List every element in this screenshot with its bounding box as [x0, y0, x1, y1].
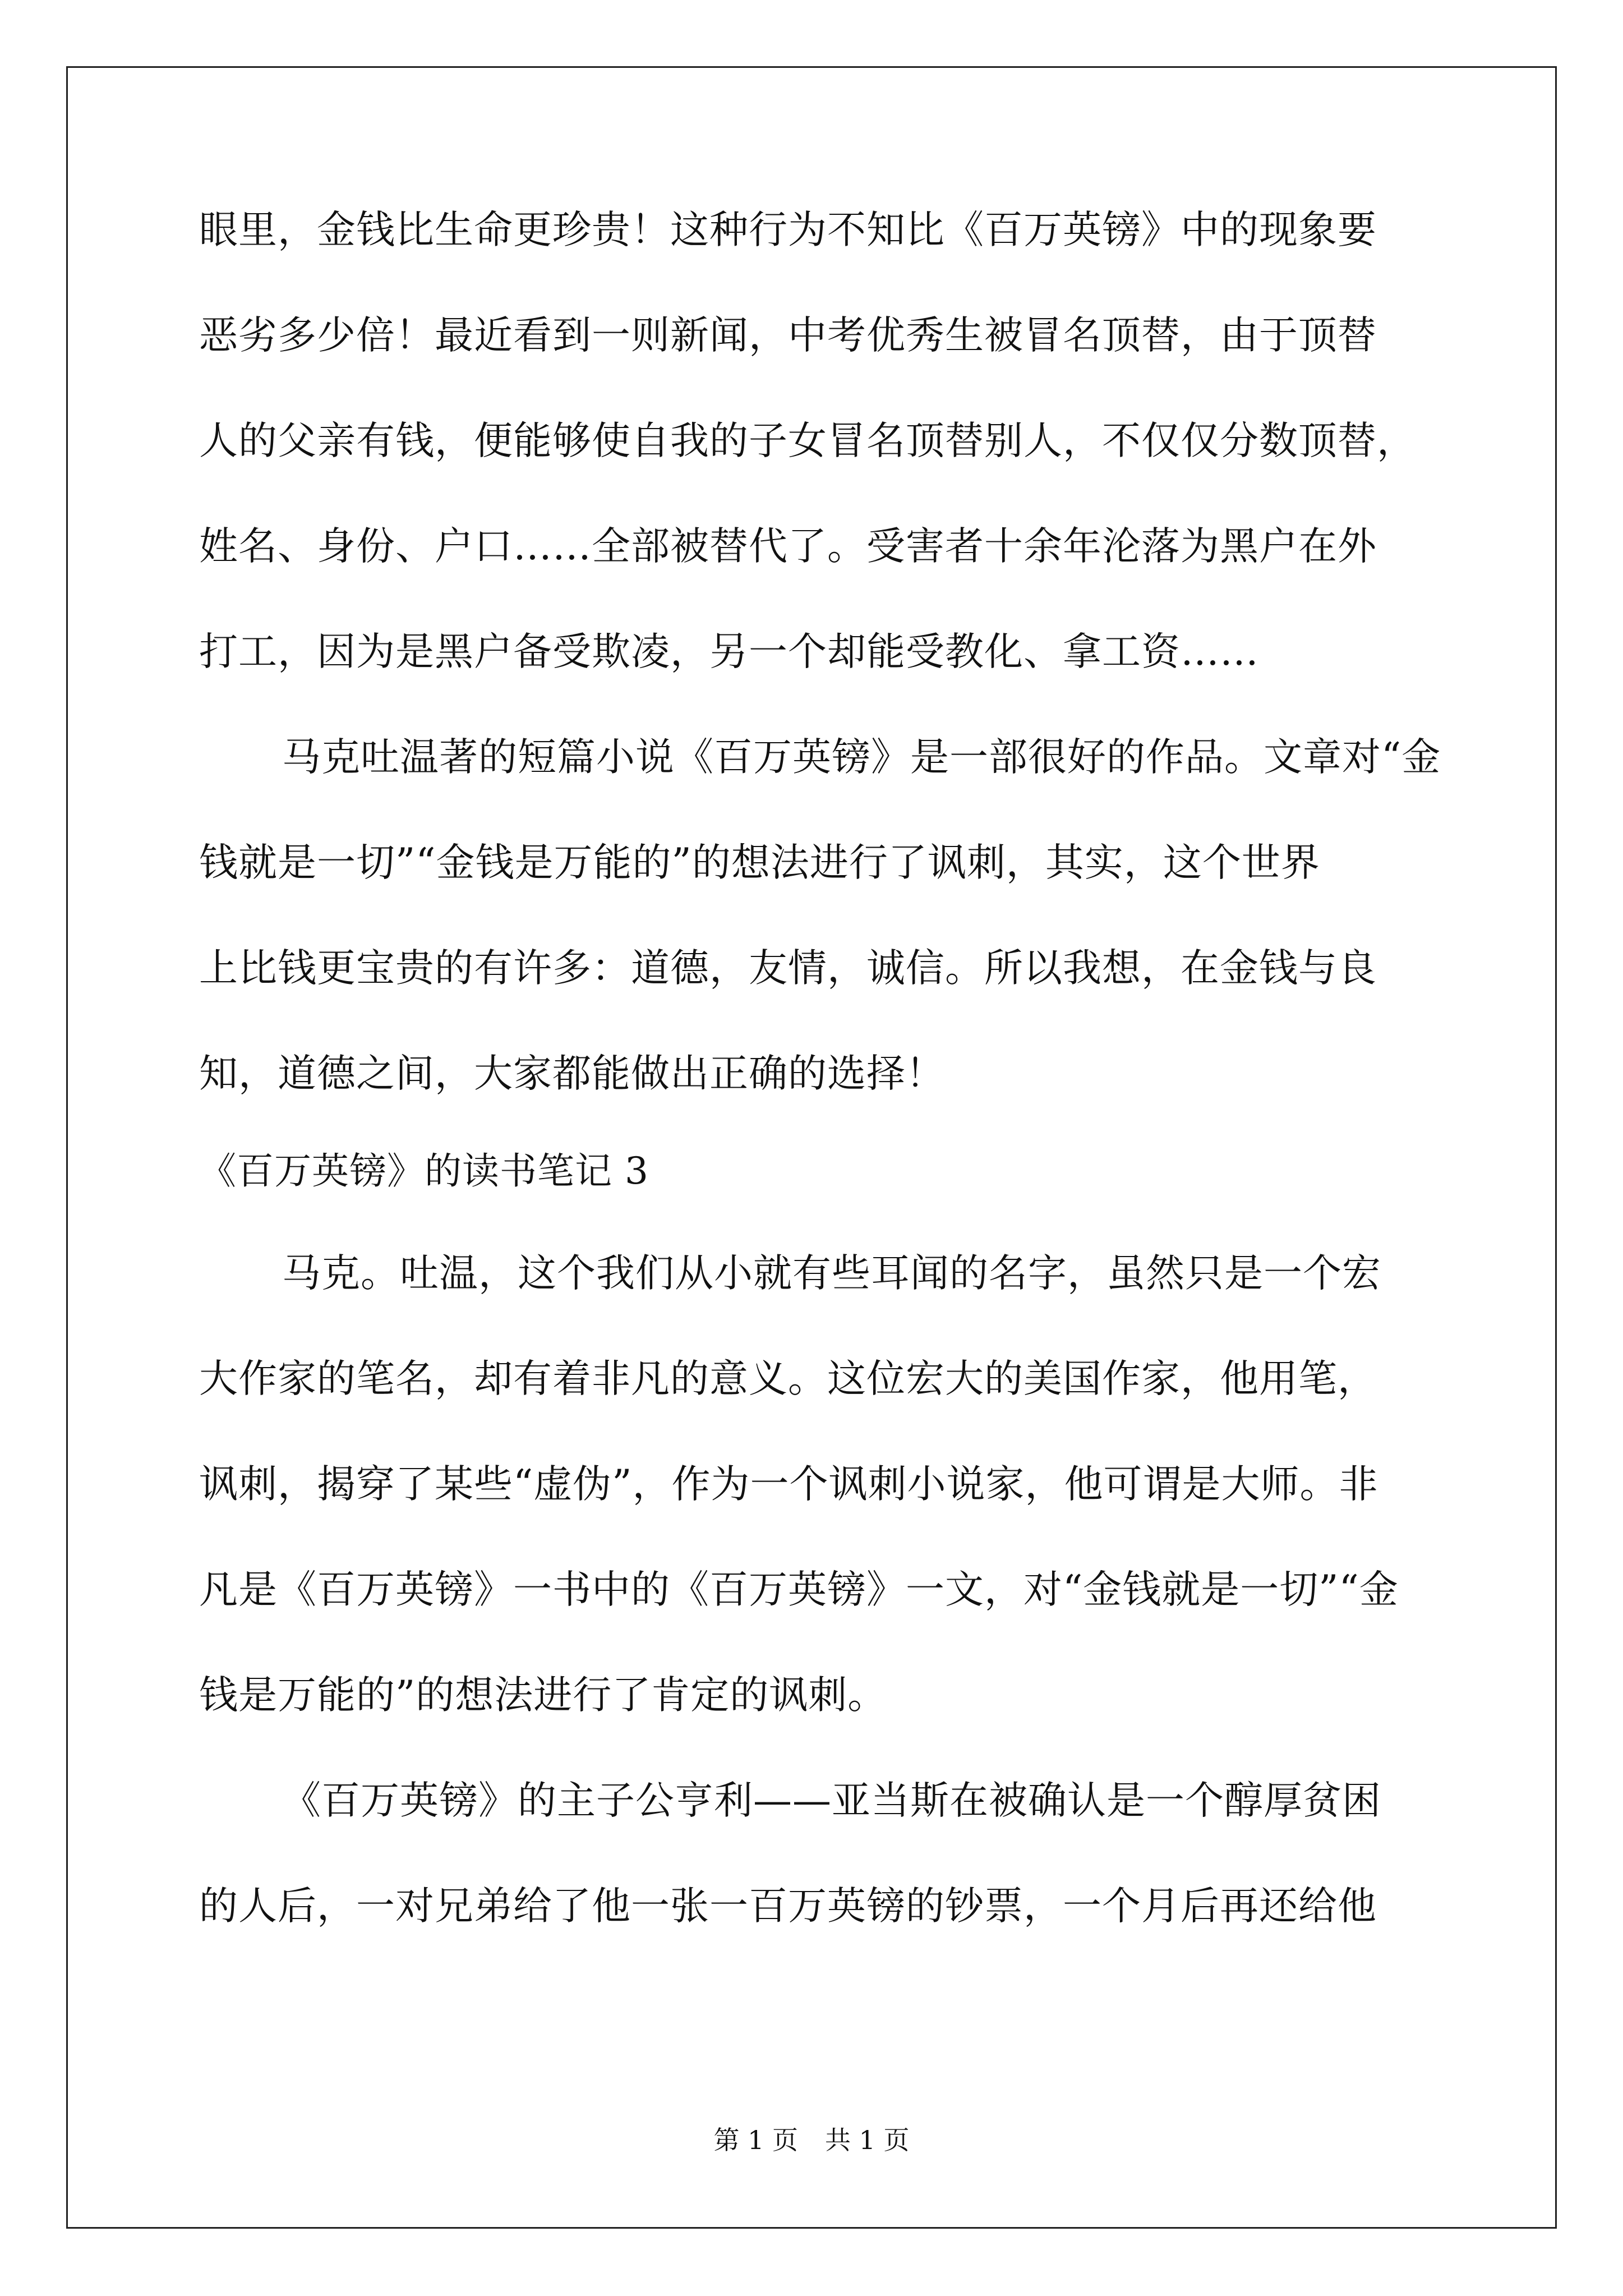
text-line-13: 讽刺，揭穿了某些“虚伪”，作为一个讽刺小说家，他可谓是大师。非: [199, 1462, 1378, 1507]
text-line-16: 《百万英镑》的主子公亨利——亚当斯在被确认是一个醇厚贫困: [282, 1778, 1381, 1823]
text-line-3: 人的父亲有钱，便能够使自我的子女冒名顶替别人，不仅仅分数顶替，: [199, 418, 1416, 463]
text-line-14: 凡是《百万英镑》一书中的《百万英镑》一文，对“金钱就是一切”“金: [199, 1567, 1399, 1612]
text-line-12: 大作家的笔名，却有着非凡的意义。这位宏大的美国作家，他用笔，: [199, 1356, 1377, 1401]
text-line-8: 上比钱更宝贵的有许多：道德，友情，诚信。所以我想，在金钱与良: [199, 946, 1377, 991]
text-line-15: 钱是万能的”的想法进行了肯定的讽刺。: [199, 1673, 887, 1718]
text-line-6: 马克吐温著的短篇小说《百万英镑》是一部很好的作品。文章对“金: [282, 735, 1441, 780]
page-footer: [0, 2123, 1623, 2157]
text-line-11: 马克。吐温，这个我们从小就有些耳闻的名字，虽然只是一个宏: [282, 1251, 1381, 1296]
text-line-7: 钱就是一切”“金钱是万能的”的想法进行了讽刺，其实，这个世界: [199, 840, 1320, 885]
page-number: 第 1 页: [713, 2125, 798, 2155]
text-line-4: 姓名、身份、户口……全部被替代了。受害者十余年沦落为黑户在外: [199, 524, 1377, 569]
text-line-9: 知，道德之间，大家都能做出正确的选择！: [199, 1051, 945, 1096]
text-line-2: 恶劣多少倍！最近看到一则新闻，中考优秀生被冒名顶替，由于顶替: [199, 313, 1377, 358]
page-total: 共 1 页: [825, 2125, 910, 2155]
section-heading: 《百万英镑》的读书笔记 3: [199, 1149, 649, 1193]
text-line-5: 打工，因为是黑户备受欺凌，另一个却能受教化、拿工资……: [199, 629, 1259, 674]
text-line-1: 眼里，金钱比生命更珍贵！这种行为不知比《百万英镑》中的现象要: [199, 208, 1377, 252]
text-line-17: 的人后，一对兄弟给了他一张一百万英镑的钞票，一个月后再还给他: [199, 1884, 1377, 1929]
